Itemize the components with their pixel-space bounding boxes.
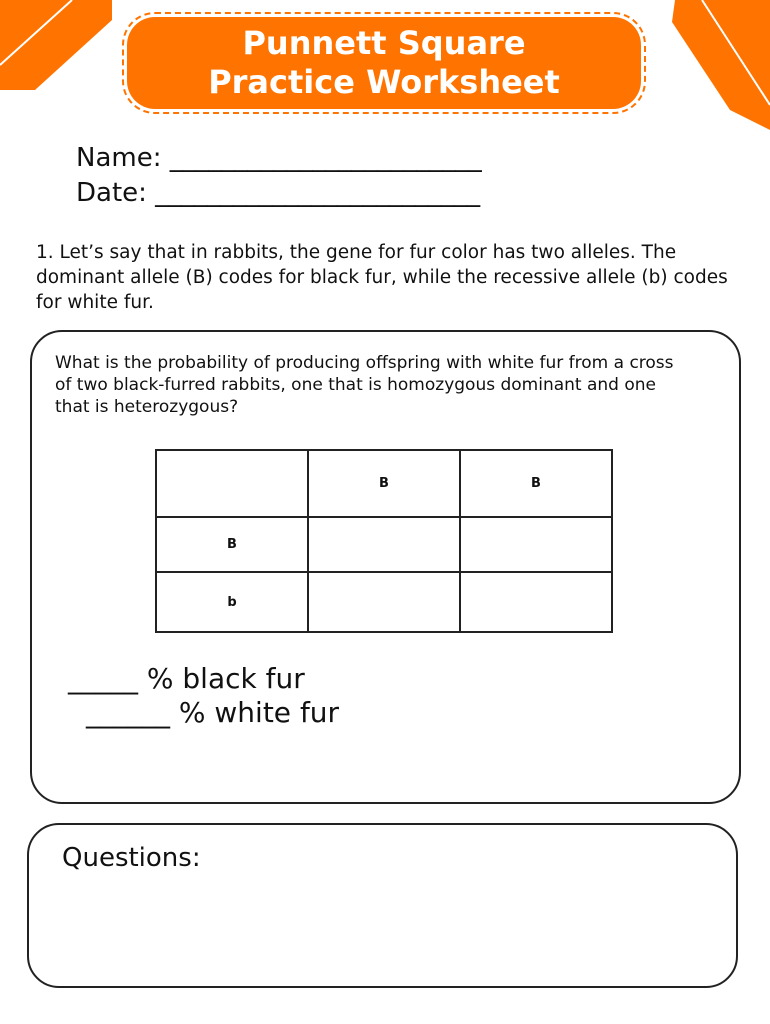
- question-intro: 1. Let’s say that in rabbits, the gene for fur color has two alleles. The dominant allele (B) codes for black fur, while the recessive allele (b) codes for white fur.: [36, 242, 728, 313]
- date-field[interactable]: Date: _________________________: [76, 178, 481, 208]
- white-fur-answer[interactable]: ______ % white fur: [86, 696, 340, 729]
- corner-cell: [156, 450, 308, 517]
- answer-cell[interactable]: [308, 517, 460, 572]
- answer-cell[interactable]: [308, 572, 460, 632]
- decorative-stripe-left: [0, 0, 115, 95]
- header-allele: B: [460, 450, 612, 517]
- worksheet-title: [127, 17, 641, 109]
- question-text: What is the probability of producing offspring with white fur from a cross of two black-furred rabbits, one that is homozygous dominant and one that is heterozygous?: [55, 353, 674, 417]
- name-field[interactable]: Name: ________________________: [76, 143, 482, 173]
- title-line-1: Punnett Square: [242, 24, 526, 62]
- header-allele: B: [308, 450, 460, 517]
- answer-cell[interactable]: [460, 517, 612, 572]
- title-line-2: Practice Worksheet: [208, 63, 560, 101]
- questions-label: Questions:: [62, 843, 201, 873]
- answer-cell[interactable]: [460, 572, 612, 632]
- decorative-stripe-right: [670, 0, 770, 130]
- row-allele: b: [156, 572, 308, 632]
- punnett-square: [155, 449, 613, 633]
- row-allele: B: [156, 517, 308, 572]
- black-fur-answer[interactable]: _____ % black fur: [68, 662, 305, 695]
